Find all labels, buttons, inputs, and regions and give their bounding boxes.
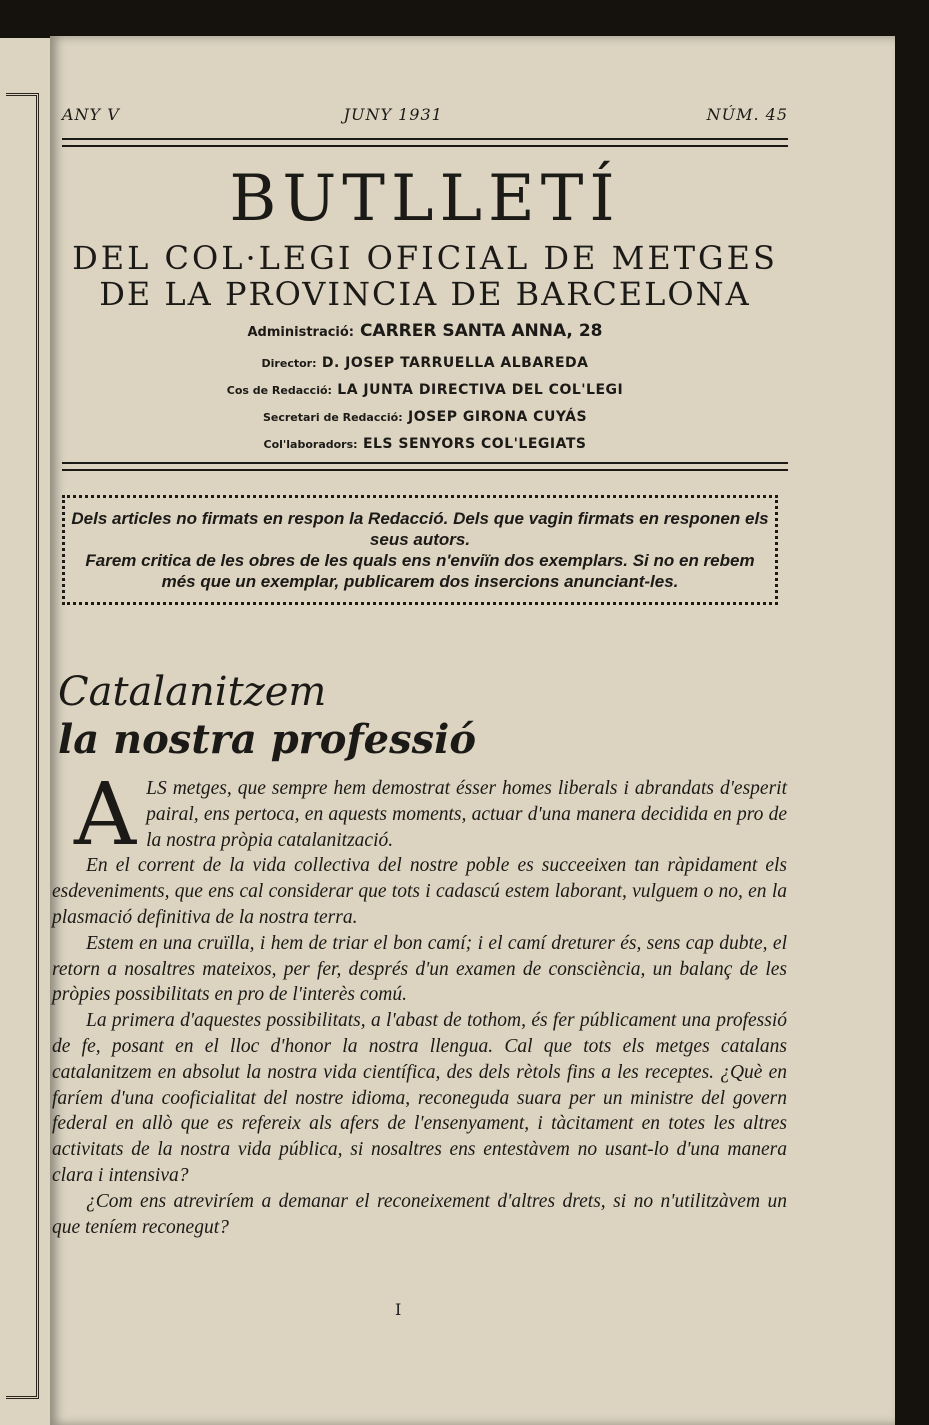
- secretary-line: [62, 404, 788, 431]
- facing-page-border: [6, 93, 39, 1399]
- issue-header: [62, 105, 788, 124]
- journal-title: BUTLLETÍ: [229, 162, 621, 236]
- facing-page-edge: [0, 38, 55, 1425]
- administration-line: [62, 318, 788, 346]
- headline-line-1: Catalanitzem: [58, 669, 327, 715]
- director-name: D. JOSEP TARRUELLA ALBAREDA: [321, 355, 589, 371]
- drop-cap: A: [74, 765, 137, 865]
- article-paragraph-3: Estem en una cruïlla, i hem de triar el bon camí; i el camí dreturer és, sens cap dubte, el retorn a nosaltres mateixos, per fer, després d'un examen de consciència, un balanç de les pròpies possibilitats en pro de l'interès comú.: [52, 932, 787, 1006]
- collaborators-line: [62, 431, 788, 458]
- editorial-board-line: [62, 377, 788, 404]
- article-paragraph-5: ¿Com ens atreviríem a demanar el reconeixement d'altres drets, si no n'utilitzàvem un que teníem reconegut?: [52, 1190, 787, 1238]
- volume-label: ANY V: [62, 105, 120, 124]
- page-signature-mark: I: [395, 1300, 402, 1319]
- director-label: Director:: [261, 357, 317, 370]
- collaborators-value: ELS SENYORS COL'LEGIATS: [362, 436, 587, 452]
- notice-line-2: Farem critica de les obres de les quals ens n'enviïn dos exemplars. Si no en rebem més que un exemplar, publicarem dos insercions anunciant-les.: [85, 551, 755, 591]
- article-body: [52, 765, 787, 1240]
- article-paragraph-4: La primera d'aquestes possibilitats, a l'abast de tothom, és fer públicament una professió de fe, posant en el lloc d'honor la nostra llengua. Cal que tots els metges catalans catalanitzem en absolut la nostra vida científica, des dels rètols fins a les receptes. ¿Què en faríem d'una cooficialitat del nostre idioma, reconeguda suara per un ministre del govern federal en allò que es refereix als afers de l'ensenyament, i tàcitament en totes les altres activitats de la nostra vida pública, si nosaltres ens entestàvem no usant-lo d'una manera clara i intensiva?: [52, 1010, 787, 1186]
- header-rule: [62, 138, 788, 147]
- article-headline: [58, 668, 778, 764]
- paragraph-1-text: LS metges, que sempre hem demostrat ésser homes liberals i abrandats d'esperit pairal, ens pertoca, en aquests moments, actuar d'una manera decidida en pro de la nostra pròpia catalanització.: [146, 778, 787, 851]
- journal-subtitle-line2: DE LA PROVINCIA DE BARCELONA: [99, 275, 751, 313]
- collaborators-label: Col'laboradors:: [263, 438, 358, 451]
- headline-line-2: la nostra professió: [58, 716, 477, 763]
- staff-rule: [62, 462, 788, 471]
- secretary-name: JOSEP GIRONA CUYÁS: [407, 409, 588, 425]
- editorial-board-label: Cos de Redacció:: [226, 384, 332, 397]
- administration-address: CARRER SANTA ANNA, 28: [359, 321, 603, 341]
- notice-line-1: Dels articles no firmats en respon la Redacció. Dels que vagin firmats en responen els seus autors.: [71, 509, 769, 549]
- staff-credits: [62, 318, 788, 458]
- issue-number: NÚM. 45: [706, 105, 788, 124]
- secretary-label: Secretari de Redacció:: [262, 411, 403, 424]
- article-paragraph-1: [52, 765, 787, 865]
- issue-date: JUNY 1931: [343, 105, 443, 124]
- journal-subtitle-line1: DEL COL·LEGI OFICIAL DE METGES: [72, 239, 778, 277]
- editorial-notice-box: [62, 495, 778, 605]
- director-line: [62, 350, 788, 377]
- editorial-board-value: LA JUNTA DIRECTIVA DEL COL'LEGI: [337, 382, 624, 398]
- article-paragraph-2: En el corrent de la vida collectiva del nostre poble es succeeixen tan ràpidament els esdeveniments, que ens cal considerar que tots i cadascú estem laborant, vulguem o no, en la plasmació definitiva de la nostra terra.: [52, 855, 787, 928]
- masthead: [62, 160, 788, 312]
- administration-label: Administració:: [247, 325, 355, 340]
